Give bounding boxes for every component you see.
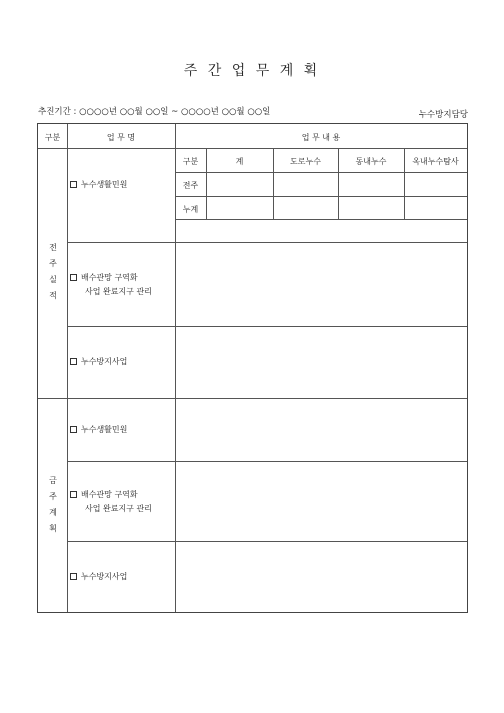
stat-header: 도로누수 — [290, 157, 321, 166]
department-text: 누수방지담당 — [418, 110, 468, 120]
checkbox-icon — [70, 181, 77, 188]
divider — [67, 124, 68, 612]
stat-header: 계 — [235, 157, 244, 166]
divider — [38, 148, 467, 149]
checkbox-icon — [70, 573, 77, 580]
header-category: 구분 — [44, 133, 61, 142]
stat-row-label: 누계 — [182, 205, 199, 214]
divider — [38, 398, 467, 399]
page-title: 주 간 업 무 계 획 — [183, 63, 321, 79]
task-item: 누수생활민원 — [70, 178, 127, 192]
divider — [67, 242, 467, 243]
divider — [175, 219, 467, 220]
stat-row-label: 전주 — [182, 181, 199, 190]
stat-header: 구분 — [182, 157, 199, 166]
section-label-this-week: 금 주 계 획 — [49, 476, 57, 533]
checkbox-icon — [70, 274, 77, 281]
header-content: 업 무 내 용 — [301, 133, 341, 142]
divider — [67, 541, 467, 542]
checkbox-icon — [70, 426, 77, 433]
stat-header: 동내누수 — [355, 157, 387, 166]
divider — [175, 172, 467, 173]
task-item: 누수방지사업 — [70, 570, 127, 584]
period-text: 추진기간 : ○○○○년 ○○월 ○○일 ~ ○○○○년 ○○월 ○○일 — [38, 107, 271, 117]
task-item: 누수생활민원 — [70, 423, 127, 437]
checkbox-icon — [70, 491, 77, 498]
checkbox-icon — [70, 358, 77, 365]
task-item: 배수관망 구역화 사업 완료지구 관리 — [70, 271, 152, 299]
divider — [67, 326, 467, 327]
task-item: 배수관망 구역화 사업 완료지구 관리 — [70, 488, 152, 516]
divider — [175, 124, 176, 612]
header-task: 업 무 명 — [106, 133, 136, 142]
divider — [67, 461, 467, 462]
plan-table — [37, 123, 468, 613]
task-item: 누수방지사업 — [70, 355, 127, 369]
section-label-last-week: 전 주 실 적 — [49, 243, 57, 300]
divider — [175, 196, 467, 197]
stat-header: 옥내누수탐사 — [412, 157, 459, 166]
